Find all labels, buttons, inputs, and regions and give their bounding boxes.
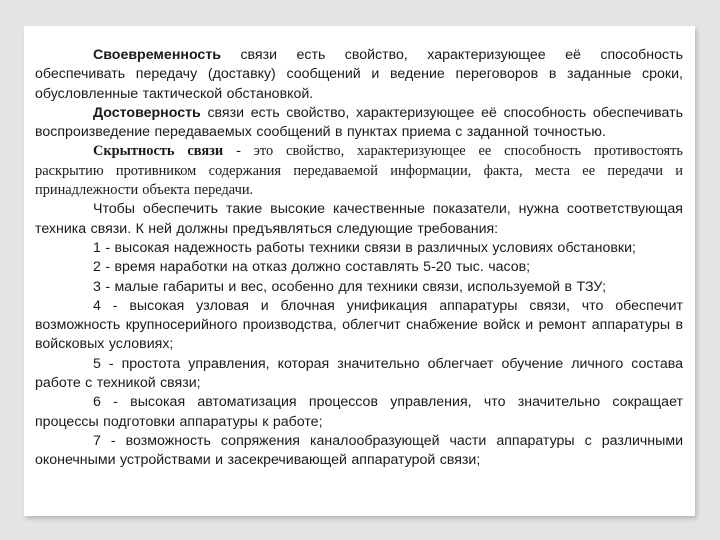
term-timeliness: Своевременность [93, 47, 221, 63]
requirement-item-4: 4 - высокая узловая и блочная унификация аппаратуры связи, что обеспечит возможность крупносерийного производства, облегчит снабжение войск и ремонт аппаратуры в войсковых условиях; [35, 297, 683, 353]
paragraph-secrecy [35, 142, 683, 200]
requirement-item-3: 3 - малые габариты и вес, особенно для техники связи, используемой в ТЗУ; [93, 278, 607, 295]
requirement-item-6: 6 - высокая автоматизация процессов управления, что значительно сокращает процессы подготовки аппаратуры к работе; [35, 394, 683, 430]
text-secrecy: - это свойство, характеризующее ее способность противостоять раскрытию противником содержания передаваемой информации, факта, места ее передачи и принадлежности объекта передачи. [35, 143, 683, 199]
paragraph-requirements-intro: Чтобы обеспечить такие высокие качественные показатели, нужна соответствующая техника связи. К ней должны предъявляться следующие требования: [35, 201, 683, 237]
text-reliability: связи есть свойство, характеризующее её способность обеспечивать воспроизведение передаваемых сообщений в пунктах приема с заданной точностью. [35, 104, 683, 141]
paragraph-reliability [35, 104, 683, 143]
paragraph-timeliness [35, 46, 683, 104]
term-reliability: Достоверность [93, 104, 201, 121]
term-secrecy: Скрытность связи [93, 143, 224, 160]
requirement-item-1: 1 - высокая надежность работы техники связи в различных условиях обстановки; [93, 239, 636, 256]
requirement-item-5: 5 - простота управления, которая значительно облегчает обучение личного состава работе с техникой связи; [35, 355, 683, 392]
text-timeliness: связи есть свойство, характеризующее её способность обеспечивать передачу (доставку) сообщений и ведение переговоров в заданные сроки, обусловленные тактической обстановкой. [35, 47, 683, 102]
slide [24, 26, 695, 516]
requirement-item-7: 7 - возможность сопряжения каналообразующей части аппаратуры с различными оконечными устройствами и засекречивающей аппаратурой связи; [35, 432, 683, 469]
requirement-item-2: 2 - время наработки на отказ должно составлять 5-20 тыс. часов; [93, 259, 531, 276]
